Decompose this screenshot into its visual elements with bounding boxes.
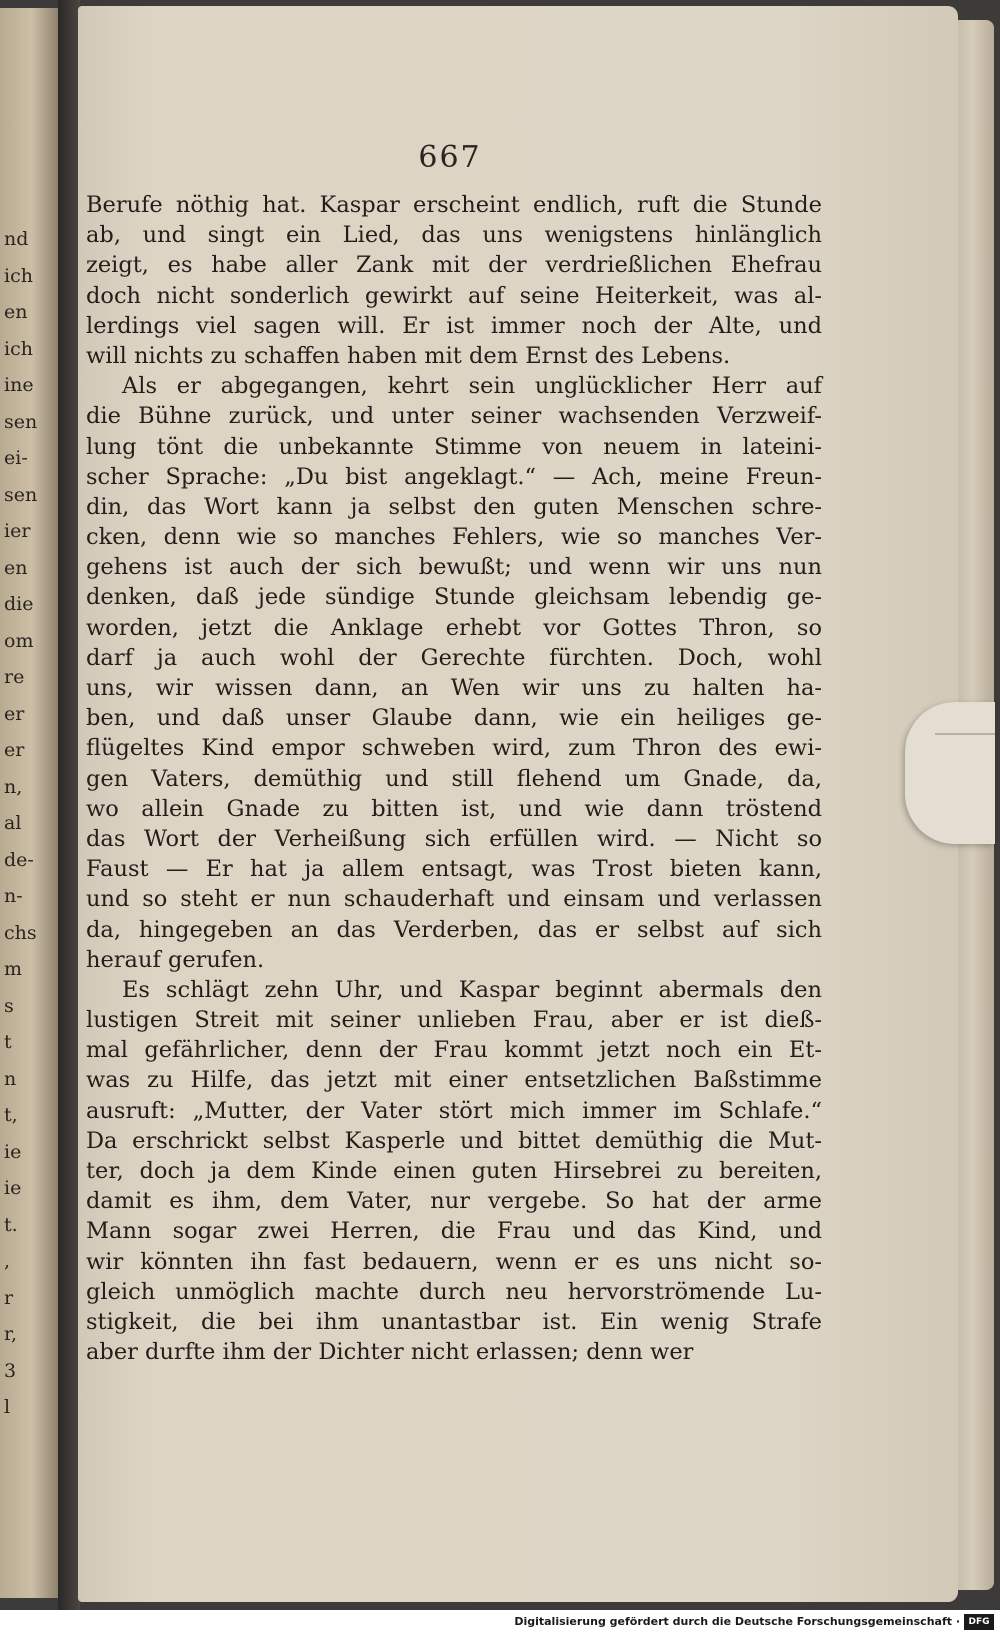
page-number: 667 <box>418 140 482 175</box>
left-page-fragment: ier <box>4 522 31 541</box>
left-page-fragment: ie <box>4 1142 22 1162</box>
text-line: damit es ihm, dem Vater, nur vergebe. So hat der arme <box>86 1188 822 1215</box>
left-page-fragment: en <box>4 303 28 322</box>
left-page-fragment: sen <box>4 412 38 432</box>
text-line: die Bühne zurück, und unter seiner wachsenden Verzweif- <box>86 403 822 430</box>
text-line: ben, und daß unser Glaube dann, wie ein heiliges ge- <box>86 705 822 732</box>
text-line: Mann sogar zwei Herren, die Frau und das Kind, und <box>86 1218 822 1245</box>
left-page-fragment: t <box>4 1033 12 1052</box>
text-line: doch nicht sonderlich gewirkt auf seine Heiterkeit, was al- <box>86 282 822 309</box>
text-line: gleich unmöglich machte durch neu hervorströmende Lu- <box>86 1278 822 1305</box>
bookmark-tab-crease <box>935 733 995 735</box>
left-page-fragment: ich <box>4 339 33 359</box>
left-page-fragment: re <box>4 668 25 687</box>
left-page-fragment: chs <box>4 923 37 943</box>
text-line: ter, doch ja dem Kinde einen guten Hirsebrei zu bereiten, <box>86 1158 822 1184</box>
left-page-fragment: t, <box>4 1106 18 1125</box>
text-line: Da erschrickt selbst Kasperle und bittet demüthig die Mut- <box>86 1127 822 1154</box>
text-line: zeigt, es habe aller Zank mit der verdrießlichen Ehefrau <box>86 252 822 279</box>
text-line: uns, wir wissen dann, an Wen wir uns zu halten ha- <box>86 675 822 701</box>
left-page-fragment: ich <box>4 266 33 286</box>
text-line: ab, und singt ein Lied, das uns wenigstens hinlänglich <box>86 222 822 249</box>
text-line: wo allein Gnade zu bitten ist, und wie dann tröstend <box>86 795 822 822</box>
left-page-fragment: er <box>4 741 25 760</box>
text-line: flügeltes Kind empor schweben wird, zum Thron des ewi- <box>86 735 822 762</box>
left-page-fragment: n, <box>4 777 23 797</box>
text-line: ausruft: „Mutter, der Vater stört mich immer im Schlafe.“ <box>86 1097 822 1124</box>
digitization-footer <box>0 1610 1000 1636</box>
text-line: aber durfte ihm der Dichter nicht erlassen; denn wer <box>86 1339 694 1366</box>
left-page-fragment: , <box>4 1252 11 1271</box>
left-page-fragment: n- <box>4 887 23 906</box>
body-text <box>86 190 822 1367</box>
text-line: Berufe nöthig hat. Kaspar erscheint endlich, ruft die Stunde <box>86 192 822 218</box>
text-line: lung tönt die unbekannte Stimme von neuem in lateini- <box>86 433 822 460</box>
text-line: und so steht er nun schauderhaft und einsam und verlassen <box>86 886 822 913</box>
dfg-logo: DFG <box>964 1614 994 1630</box>
text-line: will nichts zu schaffen haben mit dem Ernst des Lebens. <box>86 342 731 369</box>
text-line: gehens ist auch der sich bewußt; und wenn wir uns nun <box>86 554 822 581</box>
left-page-fragment: t. <box>4 1215 18 1235</box>
text-line: darf ja auch wohl der Gerechte fürchten. Doch, wohl <box>86 644 822 671</box>
left-page-fragment: om <box>4 631 34 651</box>
left-page-fragment: er <box>4 704 25 724</box>
footer-credit: Digitalisierung gefördert durch die Deutsche Forschungsgemeinschaft · <box>514 1615 960 1628</box>
text-line: mal gefährlicher, denn der Frau kommt jetzt noch ein Et- <box>86 1037 822 1064</box>
text-line: herauf gerufen. <box>86 946 265 973</box>
text-line: denken, daß jede sündige Stunde gleichsam lebendig ge- <box>86 584 822 611</box>
text-line: das Wort der Verheißung sich erfüllen wird. — Nicht so <box>86 825 822 852</box>
book-gutter <box>58 0 80 1610</box>
left-page-fragment: s <box>4 996 14 1016</box>
text-line: stigkeit, die bei ihm unantastbar ist. Ein wenig Strafe <box>86 1308 822 1335</box>
left-page-fragment: l <box>4 1398 11 1417</box>
text-line: lustigen Streit mit seiner unlieben Frau, aber er ist dieß- <box>86 1007 822 1034</box>
left-page-fragment: ie <box>4 1179 22 1198</box>
left-page-fragment: en <box>4 558 28 578</box>
text-line: da, hingegeben an das Verderben, das er selbst auf sich <box>86 916 822 943</box>
bookmark-tab <box>905 702 995 844</box>
text-line: Als er abgegangen, kehrt sein unglücklicher Herr auf <box>122 373 822 400</box>
text-line: wir könnten ihn fast bedauern, wenn er es uns nicht so- <box>86 1248 822 1275</box>
text-line: was zu Hilfe, das jetzt mit einer entsetzlichen Baßstimme <box>86 1067 822 1094</box>
left-page-fragment: r <box>4 1288 14 1308</box>
left-page-fragment: ei- <box>4 449 28 468</box>
left-page-fragment: n <box>4 1069 17 1089</box>
text-line: scher Sprache: „Du bist angeklagt.“ — Ach, meine Freun- <box>86 463 822 490</box>
left-page-fragment: ine <box>4 376 34 395</box>
left-page-edge <box>0 8 58 1598</box>
left-page-fragment: die <box>4 595 34 614</box>
left-page-fragment: al <box>4 814 22 833</box>
text-line: din, das Wort kann ja selbst den guten Menschen schre- <box>86 493 822 520</box>
left-page-fragment: m <box>4 960 23 979</box>
left-page-fragment: r, <box>4 1325 18 1344</box>
left-page-fragment: nd <box>4 230 29 249</box>
left-page-fragment: 3 <box>4 1361 17 1381</box>
text-line: cken, denn wie so manches Fehlers, wie so manches Ver- <box>86 524 822 551</box>
text-line: Faust — Er hat ja allem entsagt, was Trost bieten kann, <box>86 856 822 883</box>
left-page-fragment: sen <box>4 485 38 505</box>
text-line: Es schlägt zehn Uhr, und Kaspar beginnt abermals den <box>122 976 822 1003</box>
left-page-fragment: de- <box>4 850 34 870</box>
text-line: worden, jetzt die Anklage erhebt vor Gottes Thron, so <box>86 614 822 641</box>
text-line: gen Vaters, demüthig und still flehend um Gnade, da, <box>86 765 822 792</box>
text-line: lerdings viel sagen will. Er ist immer noch der Alte, und <box>86 312 822 339</box>
